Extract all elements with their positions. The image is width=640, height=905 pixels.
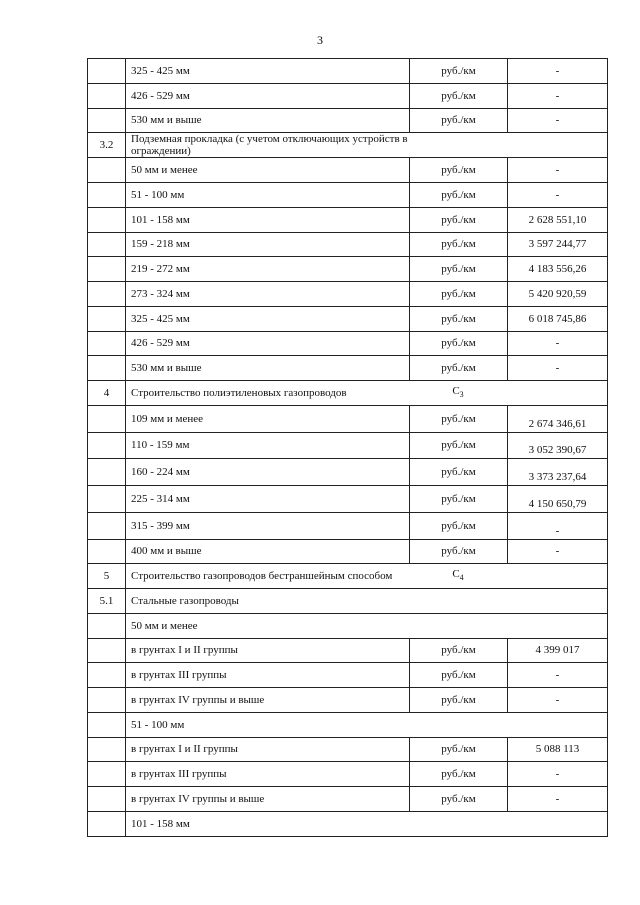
- item-name: в грунтах IV группы и выше: [126, 688, 410, 713]
- section-row: [88, 589, 608, 614]
- section-title: Строительство газопроводов бестраншейным способом: [131, 570, 393, 583]
- table-row: [88, 405, 608, 432]
- price-value: -: [508, 688, 608, 713]
- table-row: [88, 207, 608, 232]
- row-number: [88, 688, 126, 713]
- item-name: в грунтах I и II группы: [126, 737, 410, 762]
- price-value: 4 183 556,26: [508, 257, 608, 282]
- price-value: 4 399 017: [508, 638, 608, 663]
- row-number: [88, 83, 126, 108]
- row-number: [88, 405, 126, 432]
- tariff-table-body: [88, 59, 608, 837]
- table-row: [88, 282, 608, 307]
- unit-cell: руб./км: [410, 83, 508, 108]
- row-number: [88, 331, 126, 356]
- row-number: 3.2: [88, 133, 126, 158]
- formula-code: [409, 385, 507, 401]
- section-cell: [126, 589, 608, 614]
- row-number: [88, 737, 126, 762]
- item-name: 325 - 425 мм: [126, 59, 410, 84]
- item-name: 315 - 399 мм: [126, 512, 410, 539]
- row-number: 5: [88, 564, 126, 589]
- price-value: -: [508, 512, 608, 539]
- table-row: [88, 688, 608, 713]
- price-value: -: [508, 183, 608, 208]
- unit-cell: руб./км: [410, 356, 508, 381]
- table-row: [88, 737, 608, 762]
- price-value: 2 628 551,10: [508, 207, 608, 232]
- item-name: 530 мм и выше: [126, 108, 410, 133]
- table-row: [88, 638, 608, 663]
- unit-cell: руб./км: [410, 539, 508, 564]
- table-row: [88, 83, 608, 108]
- price-value: -: [508, 356, 608, 381]
- price-value: -: [508, 108, 608, 133]
- row-number: [88, 306, 126, 331]
- row-number: [88, 459, 126, 486]
- unit-cell: руб./км: [410, 257, 508, 282]
- table-row: [88, 158, 608, 183]
- unit-cell: руб./км: [410, 787, 508, 812]
- section-row: [88, 712, 608, 737]
- item-name: в грунтах I и II группы: [126, 638, 410, 663]
- row-number: [88, 762, 126, 787]
- item-name: 51 - 100 мм: [126, 183, 410, 208]
- item-name: 159 - 218 мм: [126, 232, 410, 257]
- row-number: [88, 638, 126, 663]
- table-row: [88, 787, 608, 812]
- row-number: [88, 613, 126, 638]
- table-row: [88, 356, 608, 381]
- unit-cell: руб./км: [410, 108, 508, 133]
- row-number: [88, 207, 126, 232]
- section-row: [88, 564, 608, 589]
- price-value: 5 420 920,59: [508, 282, 608, 307]
- item-name: 219 - 272 мм: [126, 257, 410, 282]
- unit-cell: руб./км: [410, 638, 508, 663]
- item-name: 50 мм и менее: [126, 158, 410, 183]
- unit-cell: руб./км: [410, 282, 508, 307]
- section-cell: [126, 564, 608, 589]
- table-row: [88, 762, 608, 787]
- unit-cell: руб./км: [410, 486, 508, 513]
- unit-cell: руб./км: [410, 158, 508, 183]
- formula-code-letter: C: [452, 568, 460, 581]
- item-name: 273 - 324 мм: [126, 282, 410, 307]
- table-row: [88, 663, 608, 688]
- unit-cell: руб./км: [410, 183, 508, 208]
- price-value: 4 150 650,79: [508, 486, 608, 513]
- row-number: 5.1: [88, 589, 126, 614]
- section-row: [88, 381, 608, 406]
- table-row: [88, 257, 608, 282]
- formula-code-letter: C: [452, 384, 460, 397]
- section-cell: [126, 811, 608, 836]
- section-row: [88, 133, 608, 158]
- row-number: [88, 183, 126, 208]
- row-number: [88, 108, 126, 133]
- item-name: в грунтах III группы: [126, 663, 410, 688]
- formula-code-index: 3: [459, 389, 464, 399]
- row-number: [88, 158, 126, 183]
- unit-cell: руб./км: [410, 737, 508, 762]
- row-number: [88, 257, 126, 282]
- row-number: [88, 787, 126, 812]
- table-row: [88, 331, 608, 356]
- section-title: 51 - 100 мм: [131, 718, 185, 731]
- unit-cell: руб./км: [410, 432, 508, 459]
- table-row: [88, 539, 608, 564]
- item-name: 101 - 158 мм: [126, 207, 410, 232]
- row-number: [88, 512, 126, 539]
- section-row: [88, 613, 608, 638]
- section-cell: [126, 712, 608, 737]
- formula-code: [409, 568, 507, 584]
- table-row: [88, 183, 608, 208]
- table-row: [88, 306, 608, 331]
- row-number: [88, 712, 126, 737]
- tariff-table: [87, 58, 608, 837]
- item-name: в грунтах III группы: [126, 762, 410, 787]
- section-title: Подземная прокладка (с учетом отключающих устройств в ограждении): [131, 133, 408, 158]
- row-number: [88, 811, 126, 836]
- row-number: [88, 539, 126, 564]
- section-cell: [126, 133, 608, 158]
- unit-cell: руб./км: [410, 306, 508, 331]
- price-value: -: [508, 787, 608, 812]
- unit-cell: руб./км: [410, 331, 508, 356]
- row-number: [88, 663, 126, 688]
- price-value: 2 674 346,61: [508, 405, 608, 432]
- section-title: 101 - 158 мм: [131, 817, 190, 830]
- section-row: [88, 811, 608, 836]
- unit-cell: руб./км: [410, 459, 508, 486]
- price-value: 3 597 244,77: [508, 232, 608, 257]
- price-value: 3 373 237,64: [508, 459, 608, 486]
- table-row: [88, 512, 608, 539]
- table-row: [88, 108, 608, 133]
- table-row: [88, 432, 608, 459]
- item-name: 110 - 159 мм: [126, 432, 410, 459]
- item-name: 225 - 314 мм: [126, 486, 410, 513]
- unit-cell: руб./км: [410, 405, 508, 432]
- item-name: 400 мм и выше: [126, 539, 410, 564]
- unit-cell: руб./км: [410, 59, 508, 84]
- table-row: [88, 232, 608, 257]
- item-name: 426 - 529 мм: [126, 331, 410, 356]
- row-number: [88, 432, 126, 459]
- unit-cell: руб./км: [410, 232, 508, 257]
- section-cell: [126, 613, 608, 638]
- price-value: -: [508, 59, 608, 84]
- item-name: 325 - 425 мм: [126, 306, 410, 331]
- formula-code-index: 4: [459, 573, 464, 583]
- unit-cell: руб./км: [410, 762, 508, 787]
- item-name: 160 - 224 мм: [126, 459, 410, 486]
- row-number: [88, 59, 126, 84]
- price-value: -: [508, 83, 608, 108]
- price-value: -: [508, 539, 608, 564]
- section-title: Строительство полиэтиленовых газопроводов: [131, 386, 347, 399]
- item-name: 109 мм и менее: [126, 405, 410, 432]
- price-value: 3 052 390,67: [508, 432, 608, 459]
- row-number: [88, 486, 126, 513]
- table-row: [88, 486, 608, 513]
- price-value: -: [508, 158, 608, 183]
- unit-cell: руб./км: [410, 512, 508, 539]
- table-row: [88, 59, 608, 84]
- row-number: 4: [88, 381, 126, 406]
- price-value: 5 088 113: [508, 737, 608, 762]
- row-number: [88, 232, 126, 257]
- section-title: Стальные газопроводы: [131, 594, 239, 607]
- price-value: 6 018 745,86: [508, 306, 608, 331]
- row-number: [88, 356, 126, 381]
- item-name: 530 мм и выше: [126, 356, 410, 381]
- price-value: -: [508, 762, 608, 787]
- item-name: 426 - 529 мм: [126, 83, 410, 108]
- page-number: 3: [317, 33, 323, 47]
- section-cell: [126, 381, 608, 406]
- unit-cell: руб./км: [410, 688, 508, 713]
- item-name: в грунтах IV группы и выше: [126, 787, 410, 812]
- table-row: [88, 459, 608, 486]
- price-value: -: [508, 331, 608, 356]
- section-title: 50 мм и менее: [131, 619, 198, 632]
- unit-cell: руб./км: [410, 207, 508, 232]
- unit-cell: руб./км: [410, 663, 508, 688]
- price-value: -: [508, 663, 608, 688]
- row-number: [88, 282, 126, 307]
